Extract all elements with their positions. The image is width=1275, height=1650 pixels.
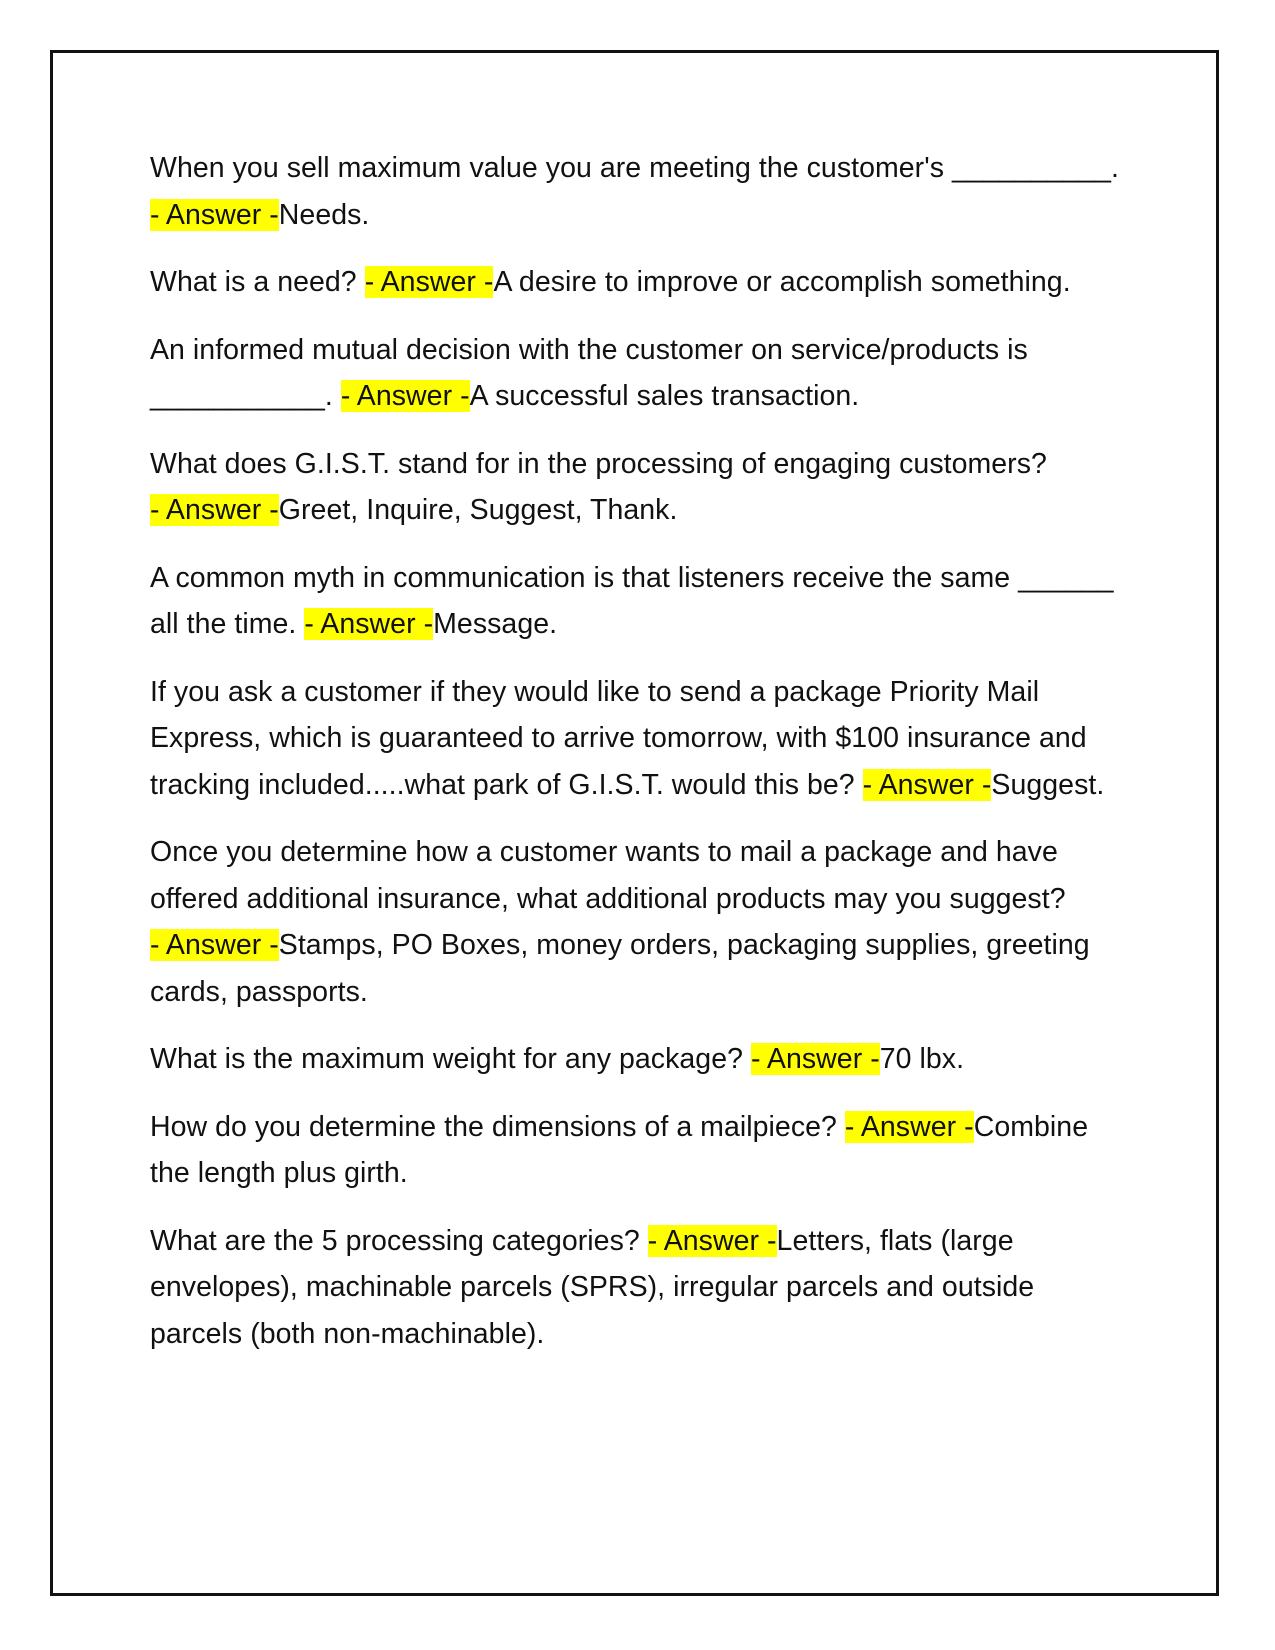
- qa-item-4: [150, 441, 1130, 534]
- question-text: A common myth in communication is that listeners receive the same ______ all the time.: [150, 561, 1122, 640]
- answer-highlight: - Answer -: [647, 1224, 777, 1257]
- question-text: What does G.I.S.T. stand for in the processing of engaging customers?: [150, 447, 1055, 480]
- answer-text: 70 lbx.: [879, 1043, 965, 1075]
- answer-text: Stamps, PO Boxes, money orders, packaging supplies, greeting cards, passports.: [150, 929, 1098, 1008]
- answer-text: Message.: [433, 608, 558, 640]
- question-text: If you ask a customer if they would like to send a package Priority Mail Express, which is guaranteed to arrive tomorrow, with $100 insurance and tracking included.....what park of G.I.S.T. would this be?: [150, 675, 1095, 801]
- qa-item-9: [150, 1104, 1130, 1197]
- answer-highlight: - Answer -: [750, 1043, 880, 1075]
- answer-text: Needs.: [278, 198, 370, 231]
- answer-highlight: - Answer -: [150, 929, 279, 961]
- answer-highlight: - Answer -: [364, 266, 494, 298]
- qa-item-6: [150, 669, 1130, 809]
- answer-highlight: - Answer -: [304, 608, 434, 640]
- qa-item-8: [150, 1036, 1130, 1083]
- question-text: When you sell maximum value you are meeting the customer's __________.: [150, 152, 1127, 184]
- answer-text: A successful sales transaction.: [469, 380, 860, 412]
- question-text: What is the maximum weight for any package?: [150, 1043, 751, 1075]
- question-text: Once you determine how a customer wants to mail a package and have offered additional insurance, what additional products may you suggest?: [150, 836, 1074, 915]
- answer-highlight: - Answer -: [150, 494, 279, 526]
- answer-text: A desire to improve or accomplish something.: [493, 266, 1071, 298]
- answer-highlight: - Answer -: [844, 1110, 974, 1143]
- answer-highlight: - Answer -: [862, 768, 992, 801]
- qa-list: [150, 145, 1130, 1378]
- answer-text: Greet, Inquire, Suggest, Thank.: [278, 494, 678, 526]
- answer-text: Letters, flats (large envelopes), machinable parcels (SPRS), irregular parcels and outside parcels (both non-machinable).: [150, 1224, 1043, 1350]
- qa-item-1: [150, 145, 1130, 238]
- answer-highlight: - Answer -: [340, 380, 470, 412]
- answer-highlight: - Answer -: [150, 198, 279, 231]
- question-text: What is a need?: [150, 266, 365, 298]
- question-text: How do you determine the dimensions of a mailpiece?: [150, 1110, 845, 1143]
- qa-item-7: [150, 829, 1130, 1015]
- answer-text: Combine the length plus girth.: [150, 1110, 1097, 1189]
- question-text: What are the 5 processing categories?: [150, 1224, 648, 1257]
- qa-item-10: [150, 1218, 1130, 1358]
- qa-item-2: [150, 259, 1130, 306]
- qa-item-3: [150, 327, 1130, 420]
- question-text: An informed mutual decision with the customer on service/products is ___________.: [150, 333, 1036, 412]
- answer-text: Suggest.: [991, 768, 1105, 801]
- qa-item-5: [150, 555, 1130, 648]
